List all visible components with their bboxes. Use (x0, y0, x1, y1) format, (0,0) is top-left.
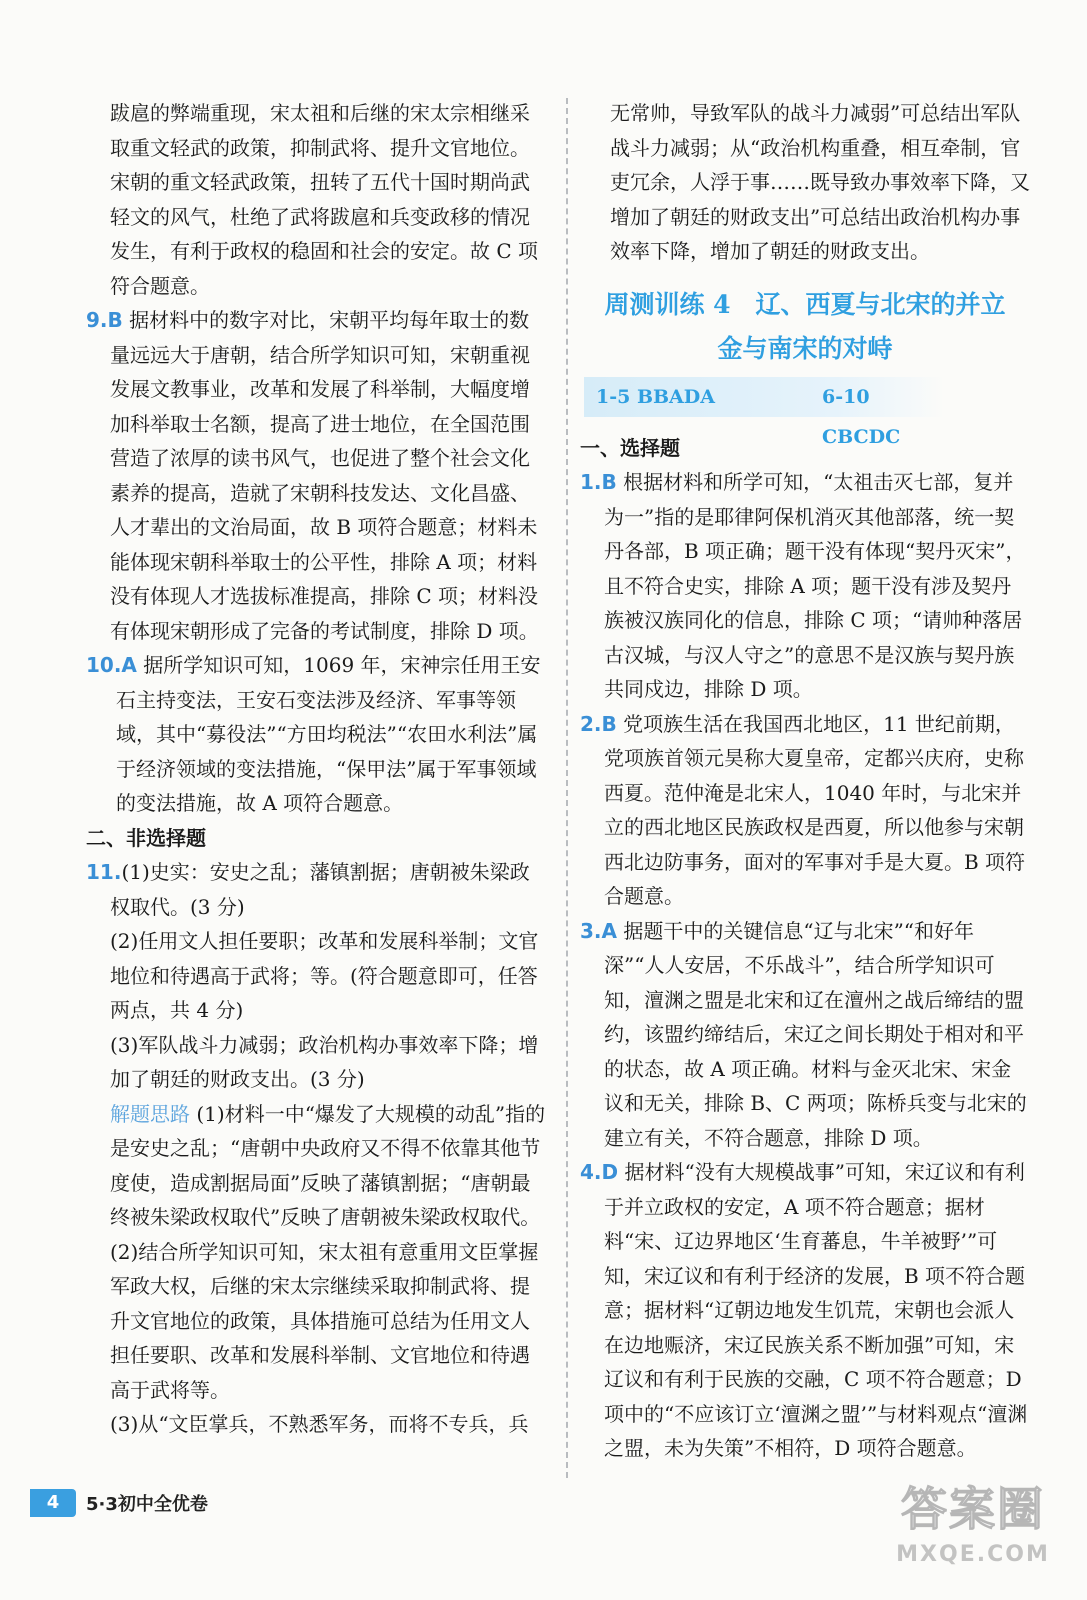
quick-answers-1-5: 1-5 BBADA (596, 385, 716, 408)
solution-hint-1 (86, 1097, 548, 1235)
chapter-title-line1: 周测训练 4 辽、西夏与北宋的并立 (604, 289, 1006, 319)
answer-11 (86, 855, 548, 924)
answer-10 (86, 648, 548, 821)
answer-9 (86, 303, 548, 648)
left-column (86, 96, 548, 1442)
watermark-logo (878, 1478, 1068, 1590)
answer-10-text: 据所学知识可知，1069 年，宋神宗任用王安石主持变法，王安石变法涉及经济、军事等领域，其中“募役法”“方田均税法”“农田水利法”属于经济领域的变法措施，“保甲法”属于军事领域的变法措施，故 A 项符合题意。 (116, 653, 541, 815)
page-footer (30, 1488, 208, 1518)
answer-4 (580, 1155, 1030, 1466)
page-number: 4 (30, 1489, 76, 1517)
solution-hint-1-text: (1)材料一中“爆发了大规模的动乱”指的是安史之乱；“唐朝中央政府又不得不依靠其他节度使，造成割据局面”反映了藩镇割据；“唐朝最终被朱梁政权取代”反映了唐朝被朱梁政权取代。 (110, 1101, 546, 1229)
answer-10-number: 10.A (86, 653, 137, 677)
continued-paragraph: 跋扈的弊端重现，宋太祖和后继的宋太宗相继采取重文轻武的政策，抑制武将、提升文官地位。宋朝的重文轻武政策，扭转了五代十国时期尚武轻文的风气，杜绝了武将跋扈和兵变政移的情况发生，有利于政权的稳固和社会的安定。故 C 项符合题意。 (110, 101, 539, 298)
quick-answers-6-10: 6-10 CBCDC (822, 385, 901, 448)
answer-11-part1: (1)史实：安史之乱；藩镇割据；唐朝被朱梁政权取代。(3 分) (110, 860, 530, 919)
column-divider (566, 98, 568, 1478)
answer-11-part3: (3)军队战斗力减弱；政治机构办事效率下降；增加了朝廷的财政支出。(3 分) (110, 1032, 539, 1091)
solution-hint-label: 解题思路 (110, 1101, 190, 1126)
section-title-non-choice: 二、非选择题 (86, 825, 206, 850)
solution-hint-3: (3)从“文臣掌兵，不熟悉军务，而将不专兵，兵 (110, 1412, 529, 1436)
watermark-text-cn: 答案圈 (901, 1482, 1045, 1536)
solution-hint-2: (2)结合所学知识可知，宋太祖有意重用文臣掌握军政大权，后继的宋太宗继续采取抑制武将、提升文官地位的政策，具体措施可总结为任用文人担任要职、改革和发展科举制、文官地位和待遇高于武将等。 (110, 1239, 539, 1402)
answer-4-text: 据材料“没有大规模战事”可知，宋辽议和有利于并立政权的安定，A 项不符合题意；据材料“宋、辽边界地区‘生育蕃息，牛羊被野’”可知，宋辽议和有利于经济的发展，B 项不符合题意；据材料“辽朝边地发生饥荒，宋朝也会派人在边地赈济，宋辽民族关系不断加强”可知，宋辽议和有利于民族的交融，C 项不符合题意；D 项中的“不应该订立‘澶渊之盟’”与材料观点“澶渊之盟，未为失策”不相符，D 项符合题意。 (604, 1160, 1028, 1460)
answer-3 (580, 914, 1030, 1156)
answer-3-number: 3.A (580, 918, 617, 943)
answer-1-text: 根据材料和所学可知，“太祖击灭七部，复并为一”指的是耶律阿保机消灭其他部落，统一契丹各部，B 项正确；题干没有体现“契丹灭宋”，且不符合史实，排除 A 项；题干没有涉及契丹族被汉族同化的信息，排除 C 项；“请帅种落居古汉城，与汉人守之”的意思不是汉族与契丹族共同戍边，排除 D 项。 (604, 470, 1026, 701)
answer-9-number: 9.B (86, 308, 123, 332)
chapter-title-line2: 金与南宋的对峙 (717, 333, 893, 363)
answer-1-number: 1.B (580, 470, 617, 494)
answer-11-part2: (2)任用文人担任要职；改革和发展科举制；文官地位和待遇高于武将；等。(符合题意即可，任答两点，共 4 分) (110, 929, 539, 1022)
answer-1 (580, 465, 1030, 707)
answer-9-text: 据材料中的数字对比，宋朝平均每年取士的数量远远大于唐朝，结合所学知识可知，宋朝重视发展文教事业，改革和发展了科举制，大幅度增加科举取士名额，提高了进士地位，在全国范围营造了浓厚的读书风气，也促进了整个社会文化素养的提高，造就了宋朝科技发达、文化昌盛、人才辈出的文治局面，故 B 项符合题意；材料未能体现宋朝科举取士的公平性，排除 A 项；材料没有体现人才选拔标准提高，排除 C 项；材料没有体现宋朝形成了完备的考试制度，排除 D 项。 (110, 308, 539, 643)
watermark-text-en: MXQE.COM (896, 1542, 1050, 1567)
right-column (580, 96, 1030, 1466)
continued-hint-paragraph: 无常帅，导致军队的战斗力减弱”可总结出军队战斗力减弱；从“政治机构重叠，相互牵制，官吏冗余，人浮于事……既导致办事效率下降，又增加了朝廷的财政支出”可总结出政治机构办事效率下降，增加了朝廷的财政支出。 (610, 101, 1030, 263)
answer-2-text: 党项族生活在我国西北地区，11 世纪前期，党项族首领元昊称大夏皇帝，定都兴庆府，史称西夏。范仲淹是北宋人，1040 年时，与北宋并立的西北地区民族政权是西夏，所以他参与宋朝西北边防事务，面对的军事对手是大夏。B 项符合题意。 (604, 711, 1026, 908)
answer-3-text: 据题干中的关键信息“辽与北宋”“和好年深”“人人安居，不乐战斗”，结合所学知识可知，澶渊之盟是北宋和辽在澶州之战后缔结的盟约，该盟约缔结后，宋辽之间长期处于相对和平的状态，故 A 项正确。材料与金灭北宋、宋金议和无关，排除 B、C 两项；陈桥兵变与北宋的建立有关，不符合题意，排除 D 项。 (604, 918, 1027, 1150)
book-brand: 5·3初中全优卷 (86, 1494, 208, 1515)
answer-2 (580, 707, 1030, 914)
answer-4-number: 4.D (580, 1160, 619, 1184)
answer-2-number: 2.B (580, 711, 617, 736)
answer-11-number: 11. (86, 860, 122, 884)
chapter-title (580, 283, 1030, 371)
quick-answers-band (584, 377, 944, 448)
section-title-choice: 一、选择题 (580, 435, 680, 460)
